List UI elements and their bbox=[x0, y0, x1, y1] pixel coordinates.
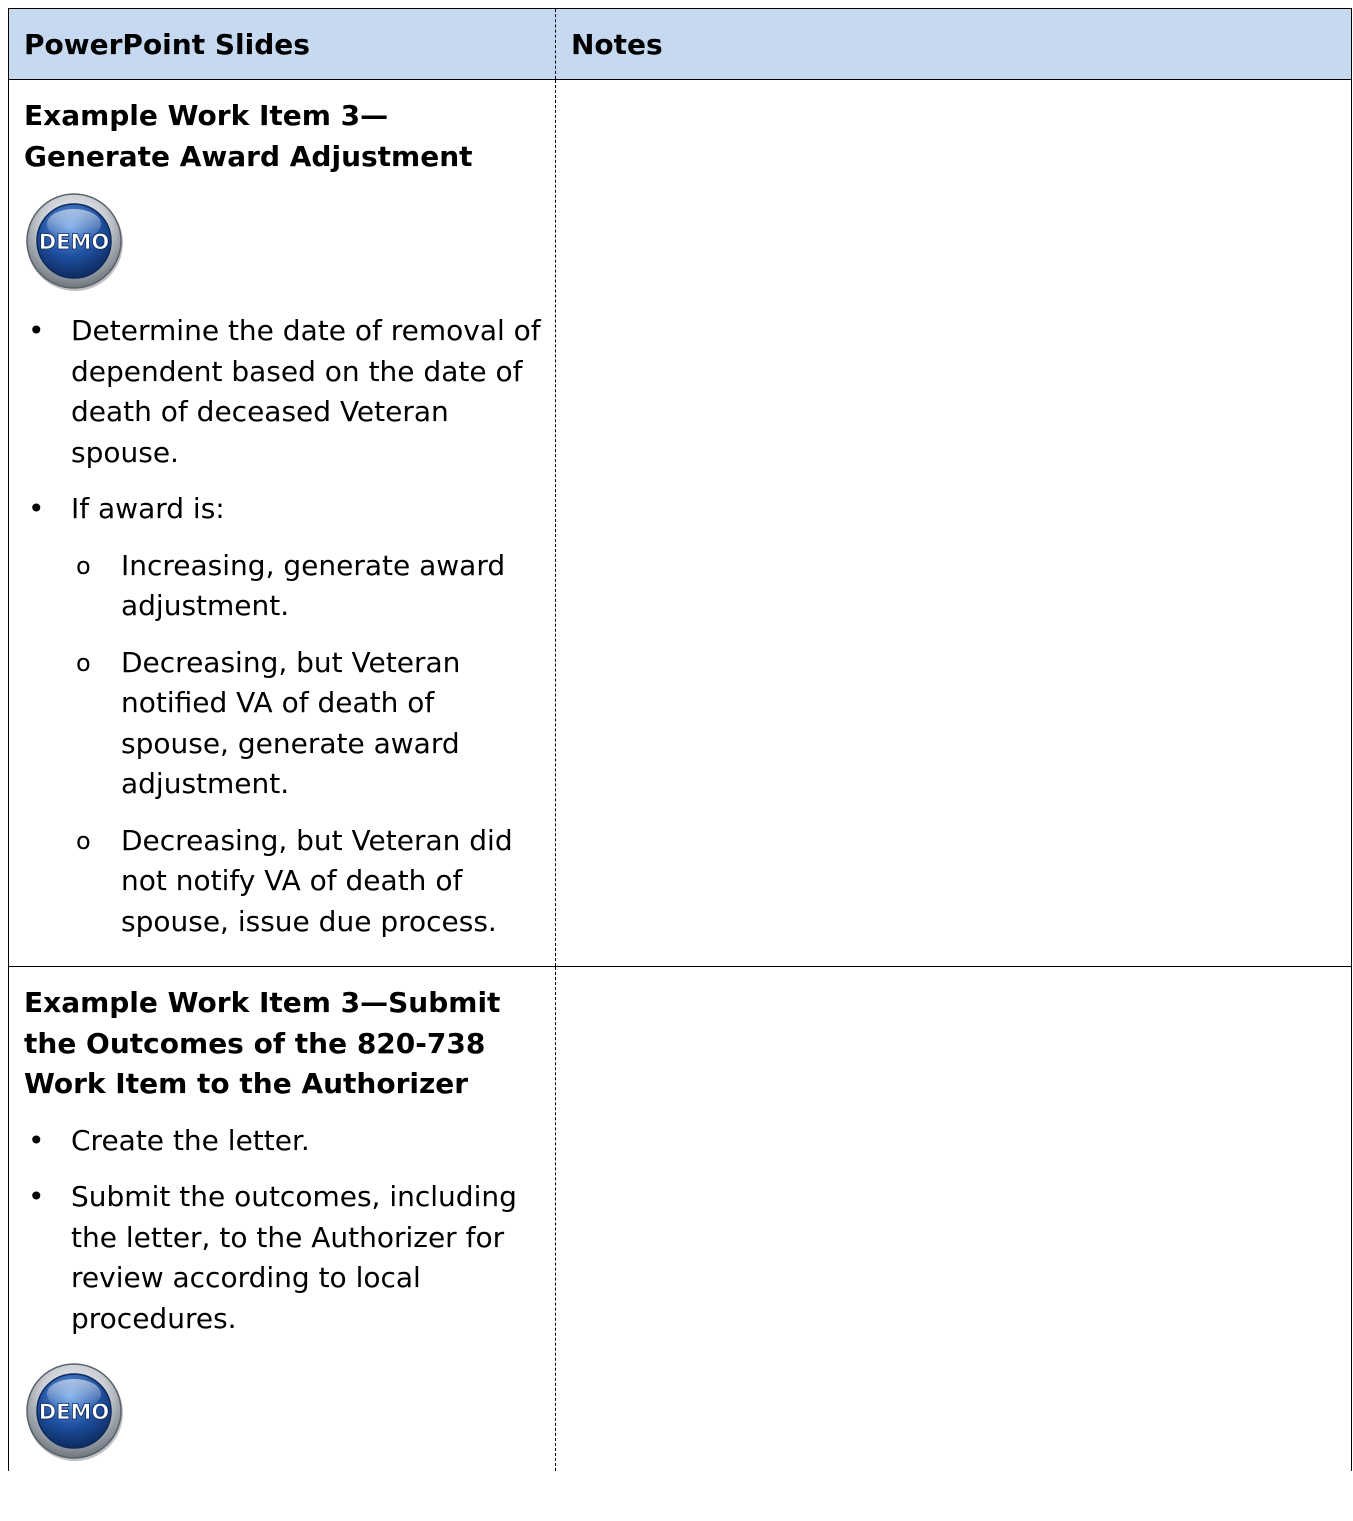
list-item-text: Determine the date of removal of dependent based on the date of death of deceased Veteran spouse. bbox=[71, 314, 541, 469]
sub-bullet-marker: o bbox=[76, 551, 91, 580]
demo-icon bbox=[24, 1361, 126, 1463]
table-row bbox=[9, 967, 1352, 1472]
notes-cell[interactable] bbox=[556, 967, 1352, 1472]
slides-notes-table bbox=[8, 8, 1352, 1471]
bullet-marker: • bbox=[28, 314, 45, 347]
list-item bbox=[24, 311, 545, 473]
list-item-text: Create the letter. bbox=[71, 1123, 310, 1157]
list-item bbox=[24, 1121, 545, 1162]
header-slides: PowerPoint Slides bbox=[9, 9, 556, 80]
demo-icon bbox=[24, 191, 126, 293]
table-row bbox=[9, 80, 1352, 967]
sub-list-item bbox=[24, 643, 545, 805]
sub-list-item-text: Increasing, generate award adjustment. bbox=[121, 548, 506, 622]
bullet-list bbox=[24, 1121, 545, 1340]
slide-cell bbox=[9, 967, 556, 1472]
header-row bbox=[9, 9, 1352, 80]
sub-bullet-marker: o bbox=[76, 826, 91, 855]
slide-title-line: Example Work Item 3— bbox=[24, 99, 389, 132]
sub-list-item bbox=[24, 821, 545, 943]
slide-title bbox=[24, 96, 545, 177]
list-item-text: Submit the outcomes, including the letter, to the Authorizer for review according to local procedures. bbox=[71, 1180, 517, 1335]
notes-cell[interactable] bbox=[556, 80, 1352, 967]
slide-title-line: Generate Award Adjustment bbox=[24, 139, 473, 173]
bullet-marker: • bbox=[28, 1180, 45, 1213]
slide-cell bbox=[9, 80, 556, 967]
bullet-marker: • bbox=[28, 1123, 45, 1157]
bullet-list bbox=[24, 311, 545, 942]
demo-label: DEMO bbox=[38, 230, 110, 254]
sub-bullet-list bbox=[71, 546, 545, 943]
demo-label: DEMO bbox=[38, 1400, 110, 1424]
slide-title: Example Work Item 3—Submit the Outcomes of the 820-738 Work Item to the Authorizer bbox=[24, 986, 501, 1100]
header-notes: Notes bbox=[556, 9, 1352, 80]
bullet-marker: • bbox=[28, 492, 45, 525]
demo-badge-svg bbox=[24, 1361, 126, 1463]
sub-bullet-marker: o bbox=[76, 648, 91, 677]
list-item-text: If award is: bbox=[71, 492, 225, 525]
list-item bbox=[24, 489, 545, 942]
demo-badge-svg bbox=[24, 191, 126, 293]
sub-list-item-text: Decreasing, but Veteran notified VA of death of spouse, generate award adjustment. bbox=[121, 645, 461, 800]
sub-list-item-text: Decreasing, but Veteran did not notify VA of death of spouse, issue due process. bbox=[121, 823, 513, 938]
list-item bbox=[24, 1177, 545, 1339]
sub-list-item bbox=[24, 546, 545, 627]
